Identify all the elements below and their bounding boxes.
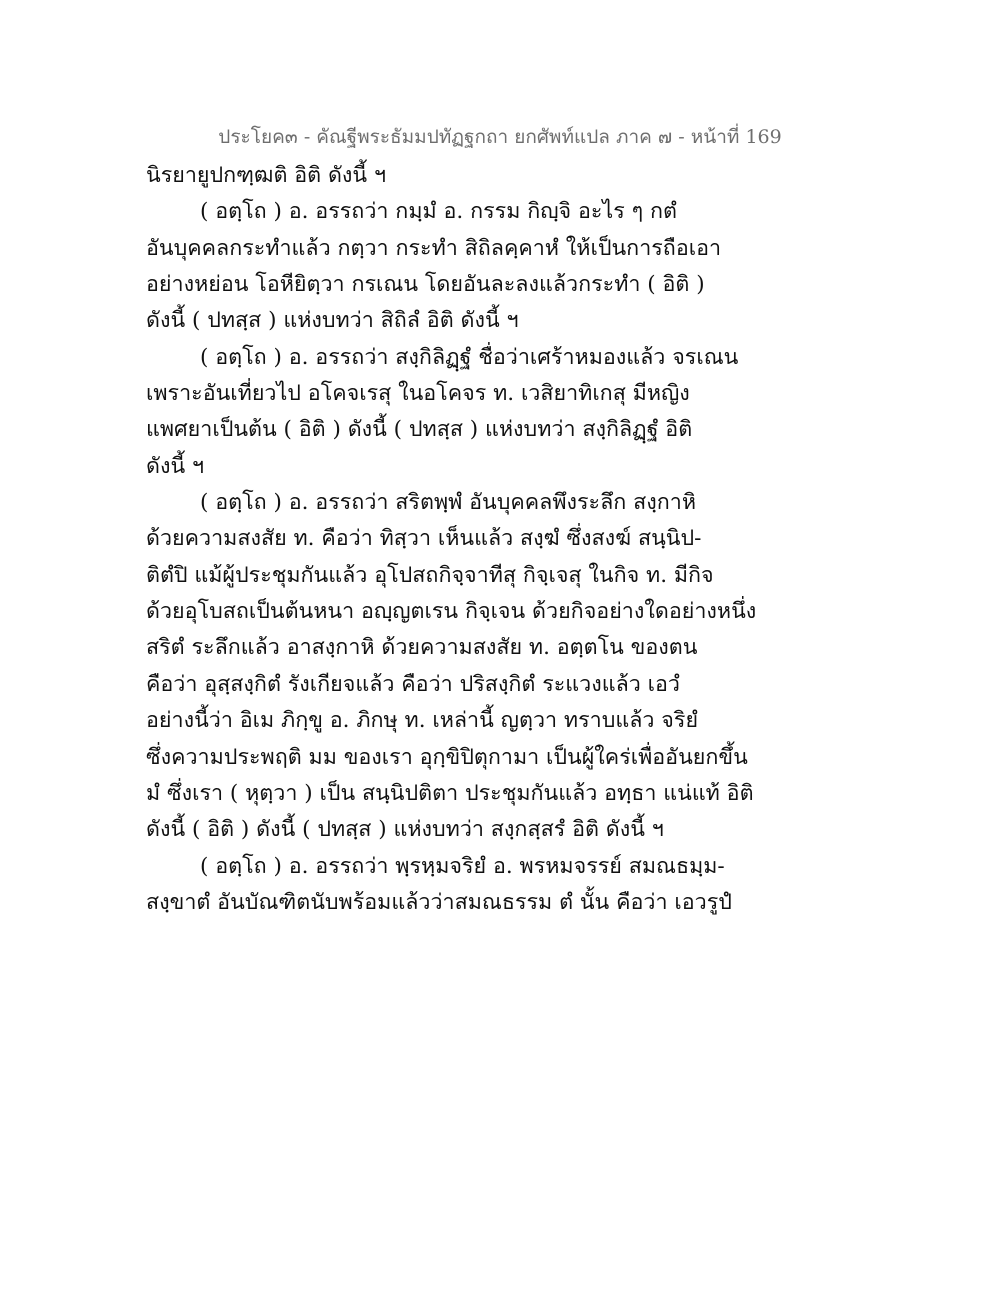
text-line: อันบุคคลกระทำแล้ว กตฺวา กระทำ สิถิลคฺคาหํ ให้เป็นการถือเอา — [146, 235, 722, 261]
text-line: ( อตฺโถ ) อ. อรรถว่า กมฺมํ อ. กรรม กิญฺจิ อะไร ๆ กตํ — [200, 199, 677, 225]
text-line: เพราะอันเที่ยวไป อโคจเรสุ ในอโคจร ท. เวสิยาทิเกสุ มีหญิง — [146, 381, 690, 407]
body-text — [146, 158, 866, 921]
text-line: ดังนี้ ฯ — [146, 453, 205, 479]
running-header: ประโยค๓ - คัณฐีพระธัมมปทัฏฐกถา ยกศัพท์แปล ภาค ๗ - หน้าที่ 169 — [218, 126, 782, 148]
text-line: อย่างนี้ว่า อิเม ภิกฺขู อ. ภิกษุ ท. เหล่านี้ ญตฺวา ทราบแล้ว จริยํ — [146, 708, 699, 734]
text-line: แพศยาเป็นต้น ( อิติ ) ดังนี้ ( ปทสฺส ) แห่งบทว่า สงฺกิลิฏฺฐํ อิติ — [146, 417, 693, 443]
text-line: นิรยายูปกฑฺฒติ อิติ ดังนี้ ฯ — [146, 163, 387, 188]
text-line: ( อตฺโถ ) อ. อรรถว่า สงฺกิลิฏฺฐํ ชื่อว่าเศร้าหมองแล้ว จรเณน — [200, 344, 739, 370]
text-line: ด้วยอุโบสถเป็นต้นหนา อญฺญตเรน กิจฺเจน ด้วยกิจอย่างใดอย่างหนึ่ง — [146, 599, 757, 625]
text-line: ติตํปิ แม้ผู้ประชุมกันแล้ว อุโปสถกิจฺจาทีสุ กิจฺเจสุ ในกิจ ท. มีกิจ — [146, 562, 714, 588]
text-line: ดังนี้ ( อิติ ) ดังนี้ ( ปทสฺส ) แห่งบทว่า สงฺกสฺสรํ อิติ ดังนี้ ฯ — [146, 817, 664, 843]
text-line: สงฺขาตํ อันบัณฑิตนับพร้อมแล้วว่าสมณธรรม ตํ นั้น คือว่า เอวรูปํ — [146, 889, 732, 915]
text-line: ดังนี้ ( ปทสฺส ) แห่งบทว่า สิถิลํ อิติ ดังนี้ ฯ — [146, 308, 519, 334]
text-line: คือว่า อุสฺสงฺกิตํ รังเกียจแล้ว คือว่า ปริสงฺกิตํ ระแวงแล้ว เอวํ — [146, 671, 680, 697]
text-line: ซึ่งความประพฤติ มม ของเรา อุกฺขิปิตุกามา เป็นผู้ใคร่เพื่ออันยกขึ้น — [146, 744, 748, 770]
text-line: มํ ซึ่งเรา ( หุตฺวา ) เป็น สนฺนิปติตา ประชุมกันแล้ว อทฺธา แน่แท้ อิติ — [146, 780, 754, 806]
text-line: ( อตฺโถ ) อ. อรรถว่า สริตพฺพํ อันบุคคลพึงระลึก สงฺกาหิ — [200, 490, 696, 516]
text-line: ด้วยความสงสัย ท. คือว่า ทิสฺวา เห็นแล้ว สงฺฆํ ซึ่งสงฆ์ สนฺนิป- — [146, 526, 702, 552]
text-line: สริตํ ระลึกแล้ว อาสงฺกาหิ ด้วยความสงสัย ท. อตฺตโน ของตน — [146, 635, 698, 661]
text-line: ( อตฺโถ ) อ. อรรถว่า พฺรหฺมจริยํ อ. พรหมจรรย์ สมณธมฺม- — [200, 853, 725, 879]
text-line: อย่างหย่อน โอหียิตฺวา กรเณน โดยอันละลงแล้วกระทำ ( อิติ ) — [146, 272, 705, 298]
